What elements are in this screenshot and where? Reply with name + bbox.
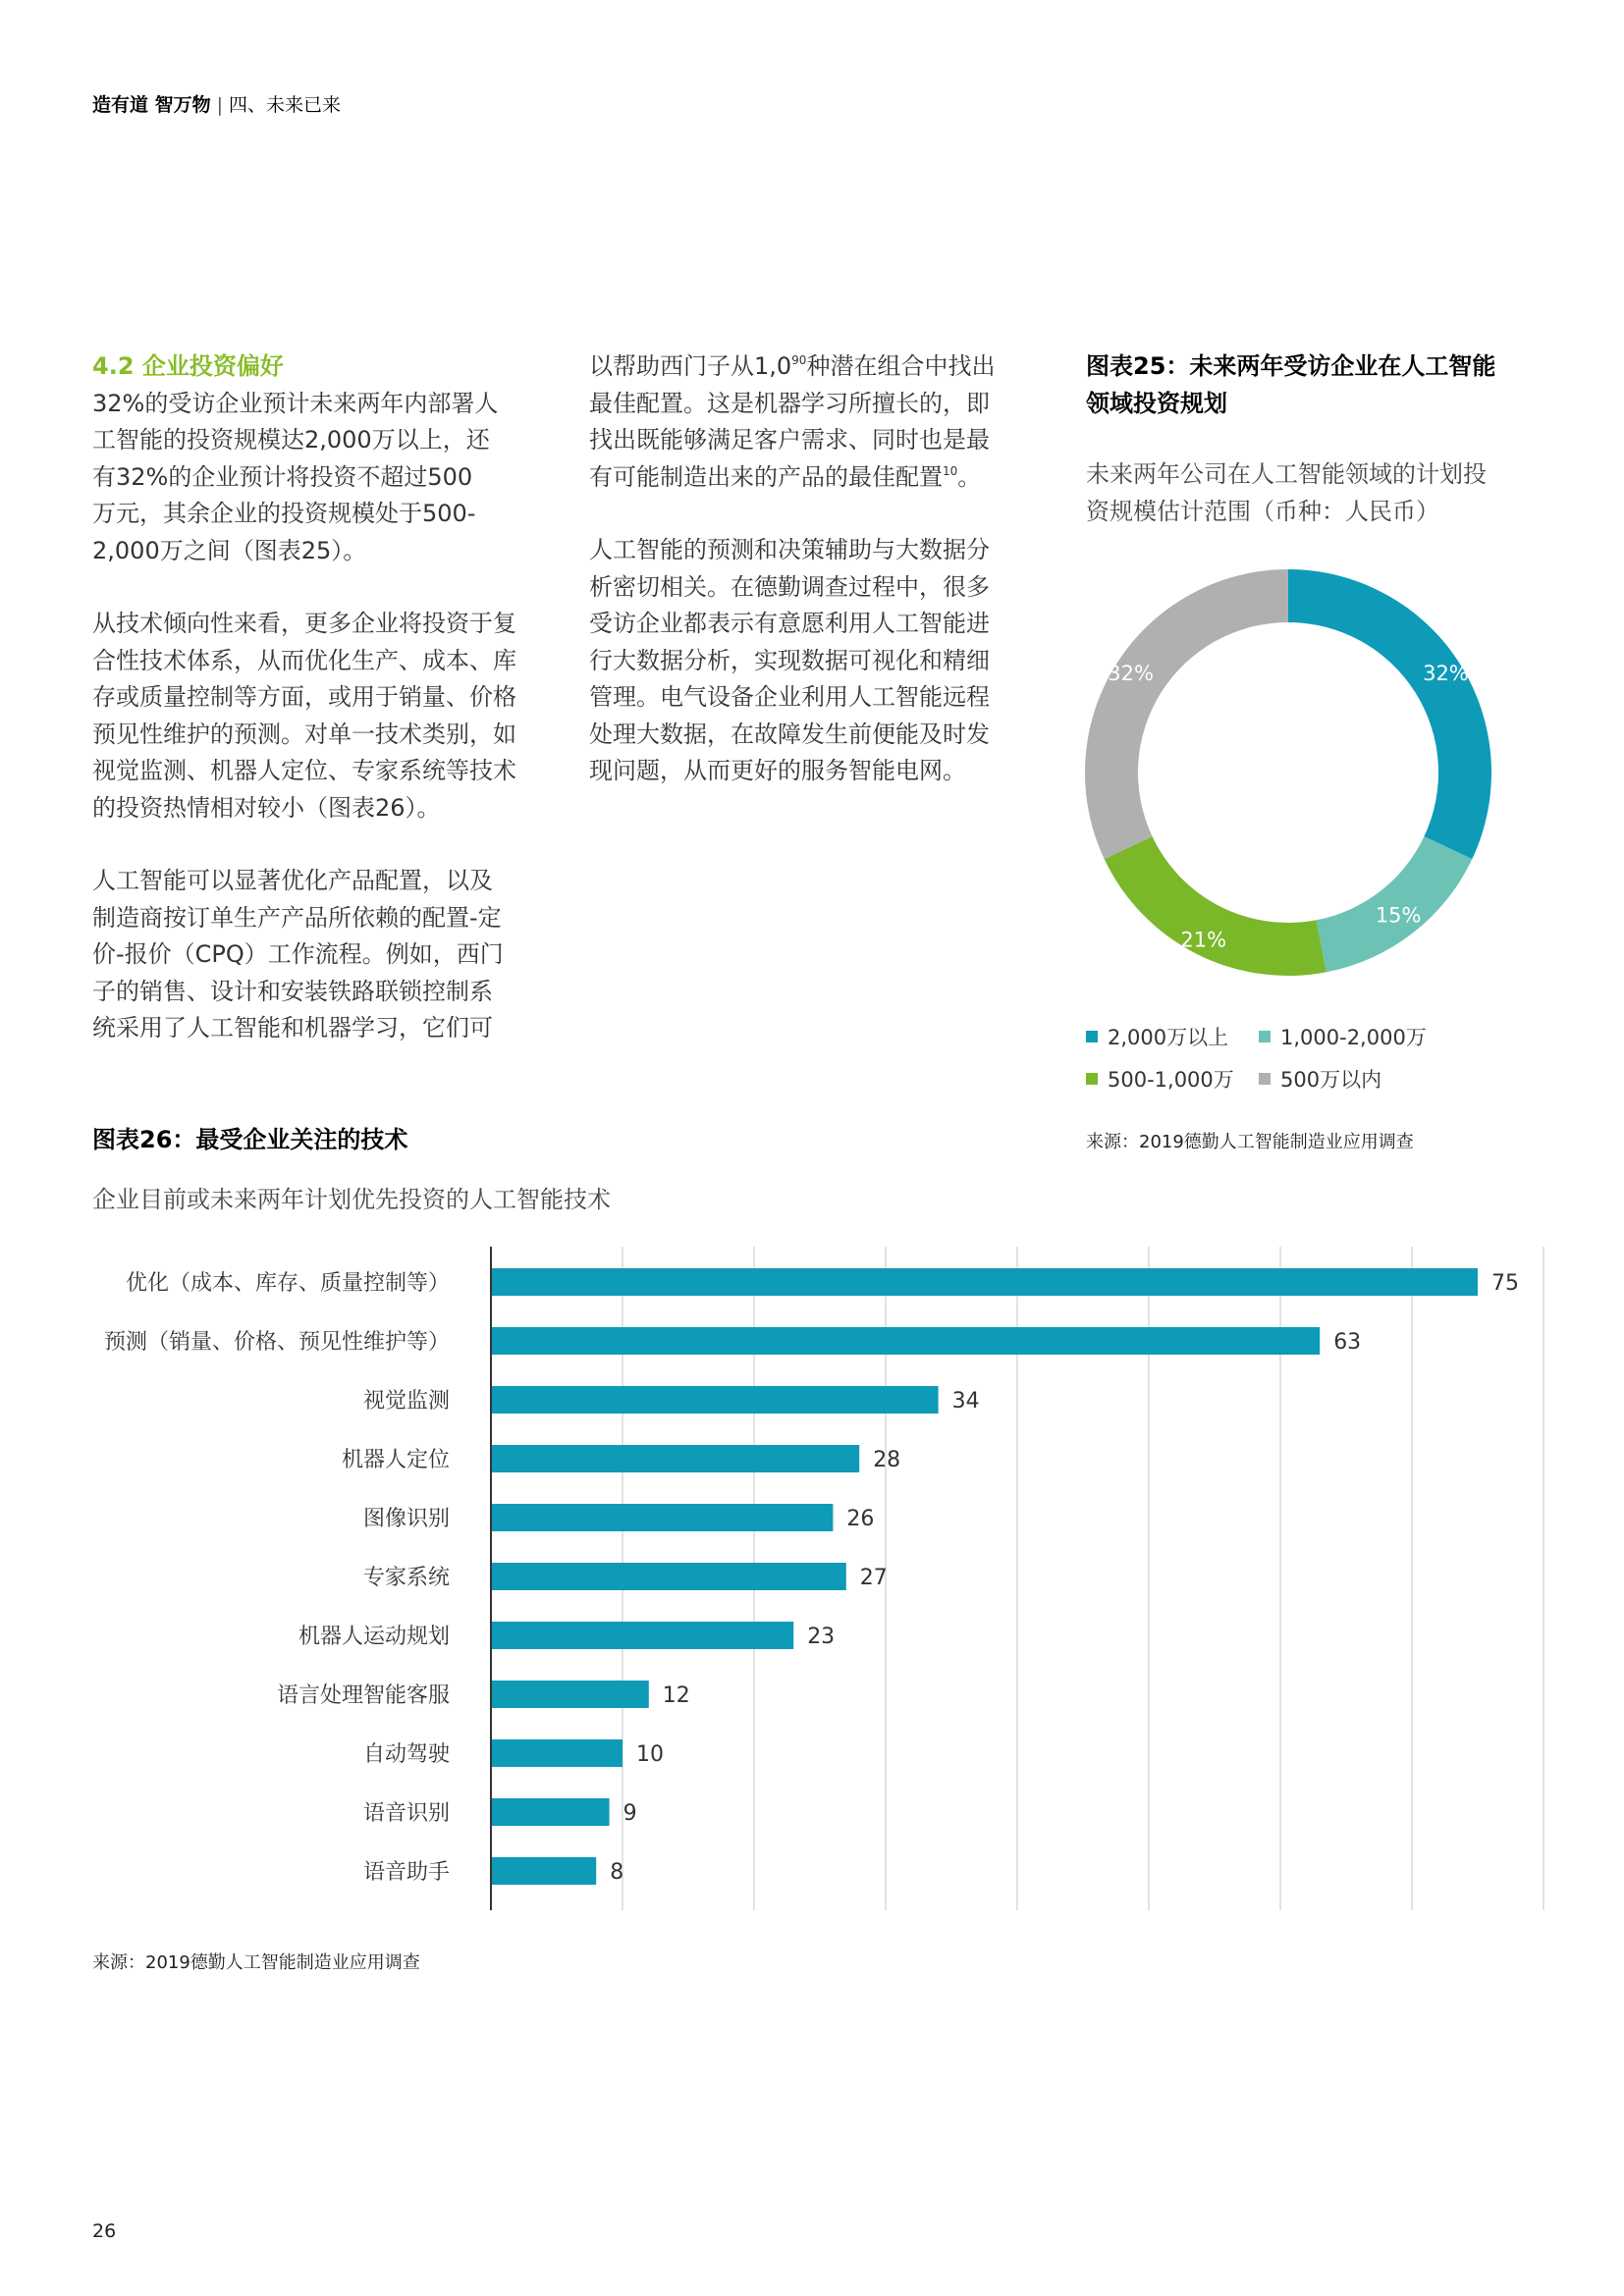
category-label: 语音识别 xyxy=(362,1801,450,1826)
text-run: 。 xyxy=(957,462,982,491)
bar xyxy=(491,1504,833,1531)
fig25-subtitle-line: 资规模估计范围（币种：人民币） xyxy=(1086,497,1439,525)
paragraph xyxy=(92,863,564,1047)
text-line: 找出既能够满足客户需求、同时也是最 xyxy=(589,426,990,454)
slice-label: 32% xyxy=(1108,662,1154,686)
donut-slice xyxy=(1085,569,1288,859)
text-line: 从技术倾向性来看，更多企业将投资于复 xyxy=(92,610,516,637)
text-line: 最佳配置。这是机器学习所擅长的，即 xyxy=(589,389,990,417)
bar xyxy=(491,1798,610,1826)
text-line: 管理。电气设备企业利用人工智能远程 xyxy=(589,683,990,711)
header-chapter: 四、未来已来 xyxy=(229,94,342,116)
value-label: 26 xyxy=(846,1507,875,1531)
legend-swatch xyxy=(1259,1073,1271,1085)
slice-label: 32% xyxy=(1423,662,1469,686)
section-title: 4.2 企业投资偏好 xyxy=(92,352,284,380)
category-label: 视觉监测 xyxy=(362,1389,450,1414)
paragraph xyxy=(92,606,564,827)
text-line xyxy=(589,352,995,380)
category-label: 机器人运动规划 xyxy=(298,1625,450,1649)
category-label: 语言处理智能客服 xyxy=(276,1683,450,1708)
category-label: 语音助手 xyxy=(362,1860,450,1885)
header-separator: | xyxy=(216,94,224,116)
value-label: 34 xyxy=(951,1389,980,1414)
donut-slice xyxy=(1288,569,1491,859)
text-run: 以帮助西门子从1,0 xyxy=(589,352,792,380)
slice-label: 15% xyxy=(1375,903,1422,928)
text-line: 子的销售、设计和安装铁路联锁控制系 xyxy=(92,977,493,1005)
text-line: 人工智能可以显著优化产品配置，以及 xyxy=(92,867,493,894)
bar xyxy=(491,1622,793,1649)
legend-item xyxy=(1086,1064,1234,1094)
page-number: 26 xyxy=(92,2220,117,2242)
fig25-title-line: 图表25：未来两年受访企业在人工智能 xyxy=(1086,352,1496,380)
slice-label: 21% xyxy=(1180,928,1227,952)
value-label: 10 xyxy=(636,1742,664,1767)
text-line: 万元，其余企业的投资规模处于500- xyxy=(92,500,476,527)
legend-swatch xyxy=(1086,1031,1098,1042)
text-line: 统采用了人工智能和机器学习，它们可 xyxy=(92,1014,493,1041)
running-header xyxy=(92,90,341,117)
header-brand: 造有道 智万物 xyxy=(92,94,211,116)
fig25-subtitle xyxy=(1086,456,1577,530)
text-line: 现问题，从而更好的服务智能电网。 xyxy=(589,757,966,784)
paragraph xyxy=(589,348,1051,496)
text-line xyxy=(589,463,981,491)
text-line: 的投资热情相对较小（图表26）。 xyxy=(92,793,441,822)
text-line: 制造商按订单生产产品所依赖的配置-定 xyxy=(92,903,502,932)
bar xyxy=(491,1563,846,1590)
left-column xyxy=(92,348,564,1084)
text-line: 合性技术体系，从而优化生产、成本、库 xyxy=(92,646,516,674)
bar-chart xyxy=(0,1247,1624,1924)
text-run: 有可能制造出来的产品的最佳配置 xyxy=(589,462,943,491)
fig26-subtitle: 企业目前或未来两年计划优先投资的人工智能技术 xyxy=(92,1186,611,1213)
fig25-source: 来源：2019德勤人工智能制造业应用调查 xyxy=(1086,1132,1414,1152)
bar xyxy=(491,1739,623,1767)
bar xyxy=(491,1445,859,1472)
legend-item xyxy=(1259,1022,1427,1051)
bar xyxy=(491,1386,939,1414)
text-line: 人工智能的预测和决策辅助与大数据分 xyxy=(589,536,990,563)
text-line: 析密切相关。在德勤调查过程中，很多 xyxy=(589,572,990,601)
category-label: 自动驾驶 xyxy=(362,1742,450,1767)
legend-swatch xyxy=(1259,1031,1271,1042)
category-label: 机器人定位 xyxy=(341,1448,450,1472)
donut-slice xyxy=(1105,836,1326,976)
legend-label: 500-1,000万 xyxy=(1108,1068,1234,1092)
text-line: 受访企业都表示有意愿利用人工智能进 xyxy=(589,610,990,637)
superscript: 90 xyxy=(791,353,807,367)
value-label: 8 xyxy=(610,1860,624,1885)
fig25-title-line: 领域投资规划 xyxy=(1086,389,1227,417)
paragraph xyxy=(92,386,564,570)
value-label: 75 xyxy=(1491,1271,1519,1296)
text-line: 32%的受访企业预计未来两年内部署人 xyxy=(92,389,499,417)
text-line: 存或质量控制等方面，或用于销量、价格 xyxy=(92,683,516,711)
value-label: 12 xyxy=(662,1683,690,1708)
text-line: 视觉监测、机器人定位、专家系统等技术 xyxy=(92,757,516,784)
text-line: 处理大数据，在故障发生前便能及时发 xyxy=(589,720,990,748)
legend-item xyxy=(1086,1022,1228,1051)
text-line: 2,000万之间（图表25）。 xyxy=(92,536,367,564)
category-label: 专家系统 xyxy=(362,1566,450,1590)
legend-label: 1,000-2,000万 xyxy=(1280,1026,1427,1049)
bar xyxy=(491,1857,596,1885)
donut-chart xyxy=(1080,564,1512,996)
category-label: 优化（成本、库存、质量控制等） xyxy=(125,1271,450,1296)
fig25-subtitle-line: 未来两年公司在人工智能领域的计划投 xyxy=(1086,460,1487,488)
value-label: 63 xyxy=(1333,1330,1362,1355)
text-line: 行大数据分析，实现数据可视化和精细 xyxy=(589,646,990,674)
text-run: 种潜在组合中找出 xyxy=(806,352,996,380)
bar xyxy=(491,1268,1478,1296)
value-label: 23 xyxy=(807,1625,836,1649)
legend-label: 2,000万以上 xyxy=(1108,1026,1229,1049)
text-line: 工智能的投资规模达2,000万以上，还 xyxy=(92,426,490,454)
paragraph xyxy=(589,532,1051,790)
footnote-ref: 10 xyxy=(943,463,958,478)
bar xyxy=(491,1327,1320,1355)
fig26-source: 来源：2019德勤人工智能制造业应用调查 xyxy=(92,1952,420,1973)
bar xyxy=(491,1681,649,1708)
middle-column xyxy=(589,348,1051,827)
text-line: 有32%的企业预计将投资不超过500 xyxy=(92,462,473,491)
value-label: 27 xyxy=(859,1566,888,1590)
text-line: 价-报价（CPQ）工作流程。例如，西门 xyxy=(92,940,504,968)
text-line: 预见性维护的预测。对单一技术类别，如 xyxy=(92,720,516,748)
legend-item xyxy=(1259,1064,1381,1094)
legend-label: 500万以内 xyxy=(1280,1068,1382,1092)
category-label: 预测（销量、价格、预见性维护等） xyxy=(103,1330,450,1355)
fig25-title xyxy=(1086,348,1577,422)
value-label: 9 xyxy=(623,1801,637,1826)
category-label: 图像识别 xyxy=(362,1507,450,1531)
legend-swatch xyxy=(1086,1073,1098,1085)
fig26-title: 图表26：最受企业关注的技术 xyxy=(92,1126,408,1153)
value-label: 28 xyxy=(873,1448,901,1472)
